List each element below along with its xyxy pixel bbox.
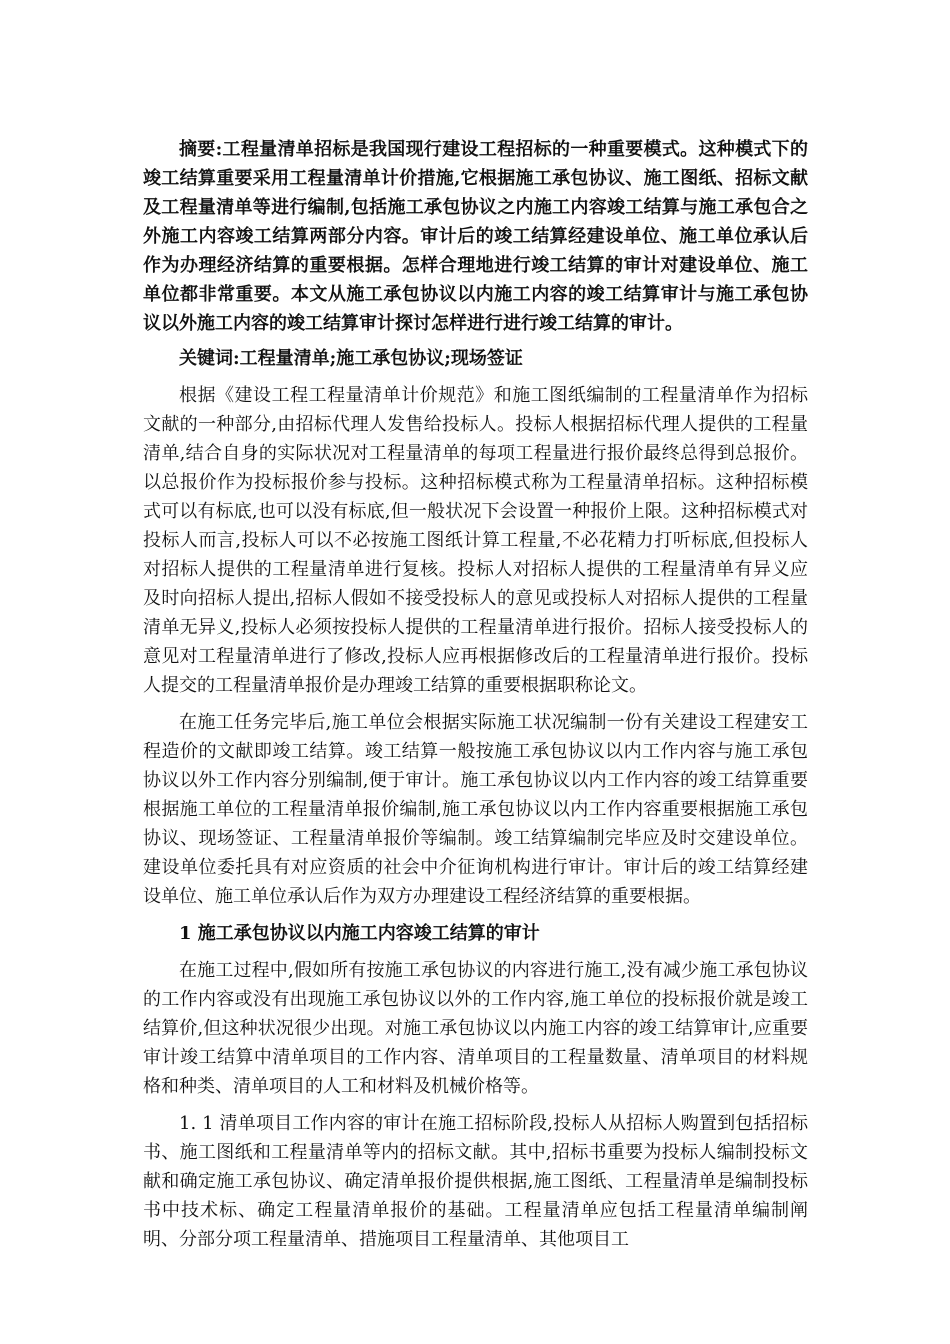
body-paragraph-2: 在施工任务完毕后,施工单位会根据实际施工状况编制一份有关建设工程建安工程造价的文献即竣工结算。竣工结算一般按施工承包协议以内工作内容与施工承包协议以外工作内容分别编制,便于审计。施工承包协议以内工作内容的竣工结算重要根据施工单位的工程量清单报价编制,施工承包协议以内工作内容重要根据施工承包协议、现场签证、工程量清单报价等编制。竣工结算编制完毕应及时交建设单位。建设单位委托具有对应资质的社会中介征询机构进行审计。审计后的竣工结算经建设单位、施工单位承认后作为双方办理建设工程经济结算的重要根据。: [143, 712, 808, 907]
body-paragraph-4: 1. 1 清单项目工作内容的审计在施工招标阶段,投标人从招标人购置到包括招标书、施工图纸和工程量清单等内的招标文献。其中,招标书重要为投标人编制投标文献和确定施工承包协议、确定清单报价提供根据,施工图纸、工程量清单是编制投标书中技术标、确定工程量清单报价的基础。工程量清单应包括工程量清单编制阐明、分部分项工程量清单、措施项目工程量清单、其他项目工: [143, 1113, 808, 1250]
body-paragraph-1: 根据《建设工程工程量清单计价规范》和施工图纸编制的工程量清单作为招标文献的一种部分,由招标代理人发售给投标人。投标人根据招标代理人提供的工程量清单,结合自身的实际状况对工程量清单的每项工程量进行报价最终总得到总报价。以总报价作为投标报价参与投标。这种招标模式称为工程量清单招标。这种招标模式可以有标底,也可以没有标底,但一般状况下会设置一种报价上限。这种招标模式对投标人而言,投标人可以不必按施工图纸计算工程量,不必花精力打听标底,但投标人对招标人提供的工程量清单进行复核。投标人对招标人提供的工程量清单有异义应及时向招标人提出,招标人假如不接受投标人的意见或投标人对招标人提供的工程量清单无异义,投标人必须按投标人提供的工程量清单进行报价。招标人接受投标人的意见对工程量清单进行了修改,投标人应再根据修改后的工程量清单进行报价。投标人提交的工程量清单报价是办理竣工结算的重要根据职称论文。: [143, 385, 808, 696]
section-1-heading: 1 施工承包协议以内施工内容竣工结算的审计: [179, 923, 540, 944]
document-body: [143, 135, 808, 1262]
abstract-paragraph: 摘要:工程量清单招标是我国现行建设工程招标的一种重要模式。这种模式下的竣工结算重要采用工程量清单计价措施,它根据施工承包协议、施工图纸、招标文献及工程量清单等进行编制,包括施工承包协议之内施工内容竣工结算与施工承包合之外施工内容竣工结算两部分内容。审计后的竣工结算经建设单位、施工单位承认后作为办理经济结算的重要根据。怎样合理地进行竣工结算的审计对建设单位、施工单位都非常重要。本文从施工承包协议以内施工内容的竣工结算审计与施工承包协议以外施工内容的竣工结算审计探讨怎样进行进行竣工结算的审计。: [143, 139, 808, 334]
body-paragraph-3: 在施工过程中,假如所有按施工承包协议的内容进行施工,没有减少施工承包协议的工作内容或没有出现施工承包协议以外的工作内容,施工单位的投标报价就是竣工结算价,但这种状况很少出现。对施工承包协议以内施工内容的竣工结算审计,应重要审计竣工结算中清单项目的工作内容、清单项目的工程量数量、清单项目的材料规格和种类、清单项目的人工和材料及机械价格等。: [143, 960, 808, 1097]
keywords-paragraph: 关键词:工程量清单;施工承包协议;现场签证: [179, 348, 523, 369]
